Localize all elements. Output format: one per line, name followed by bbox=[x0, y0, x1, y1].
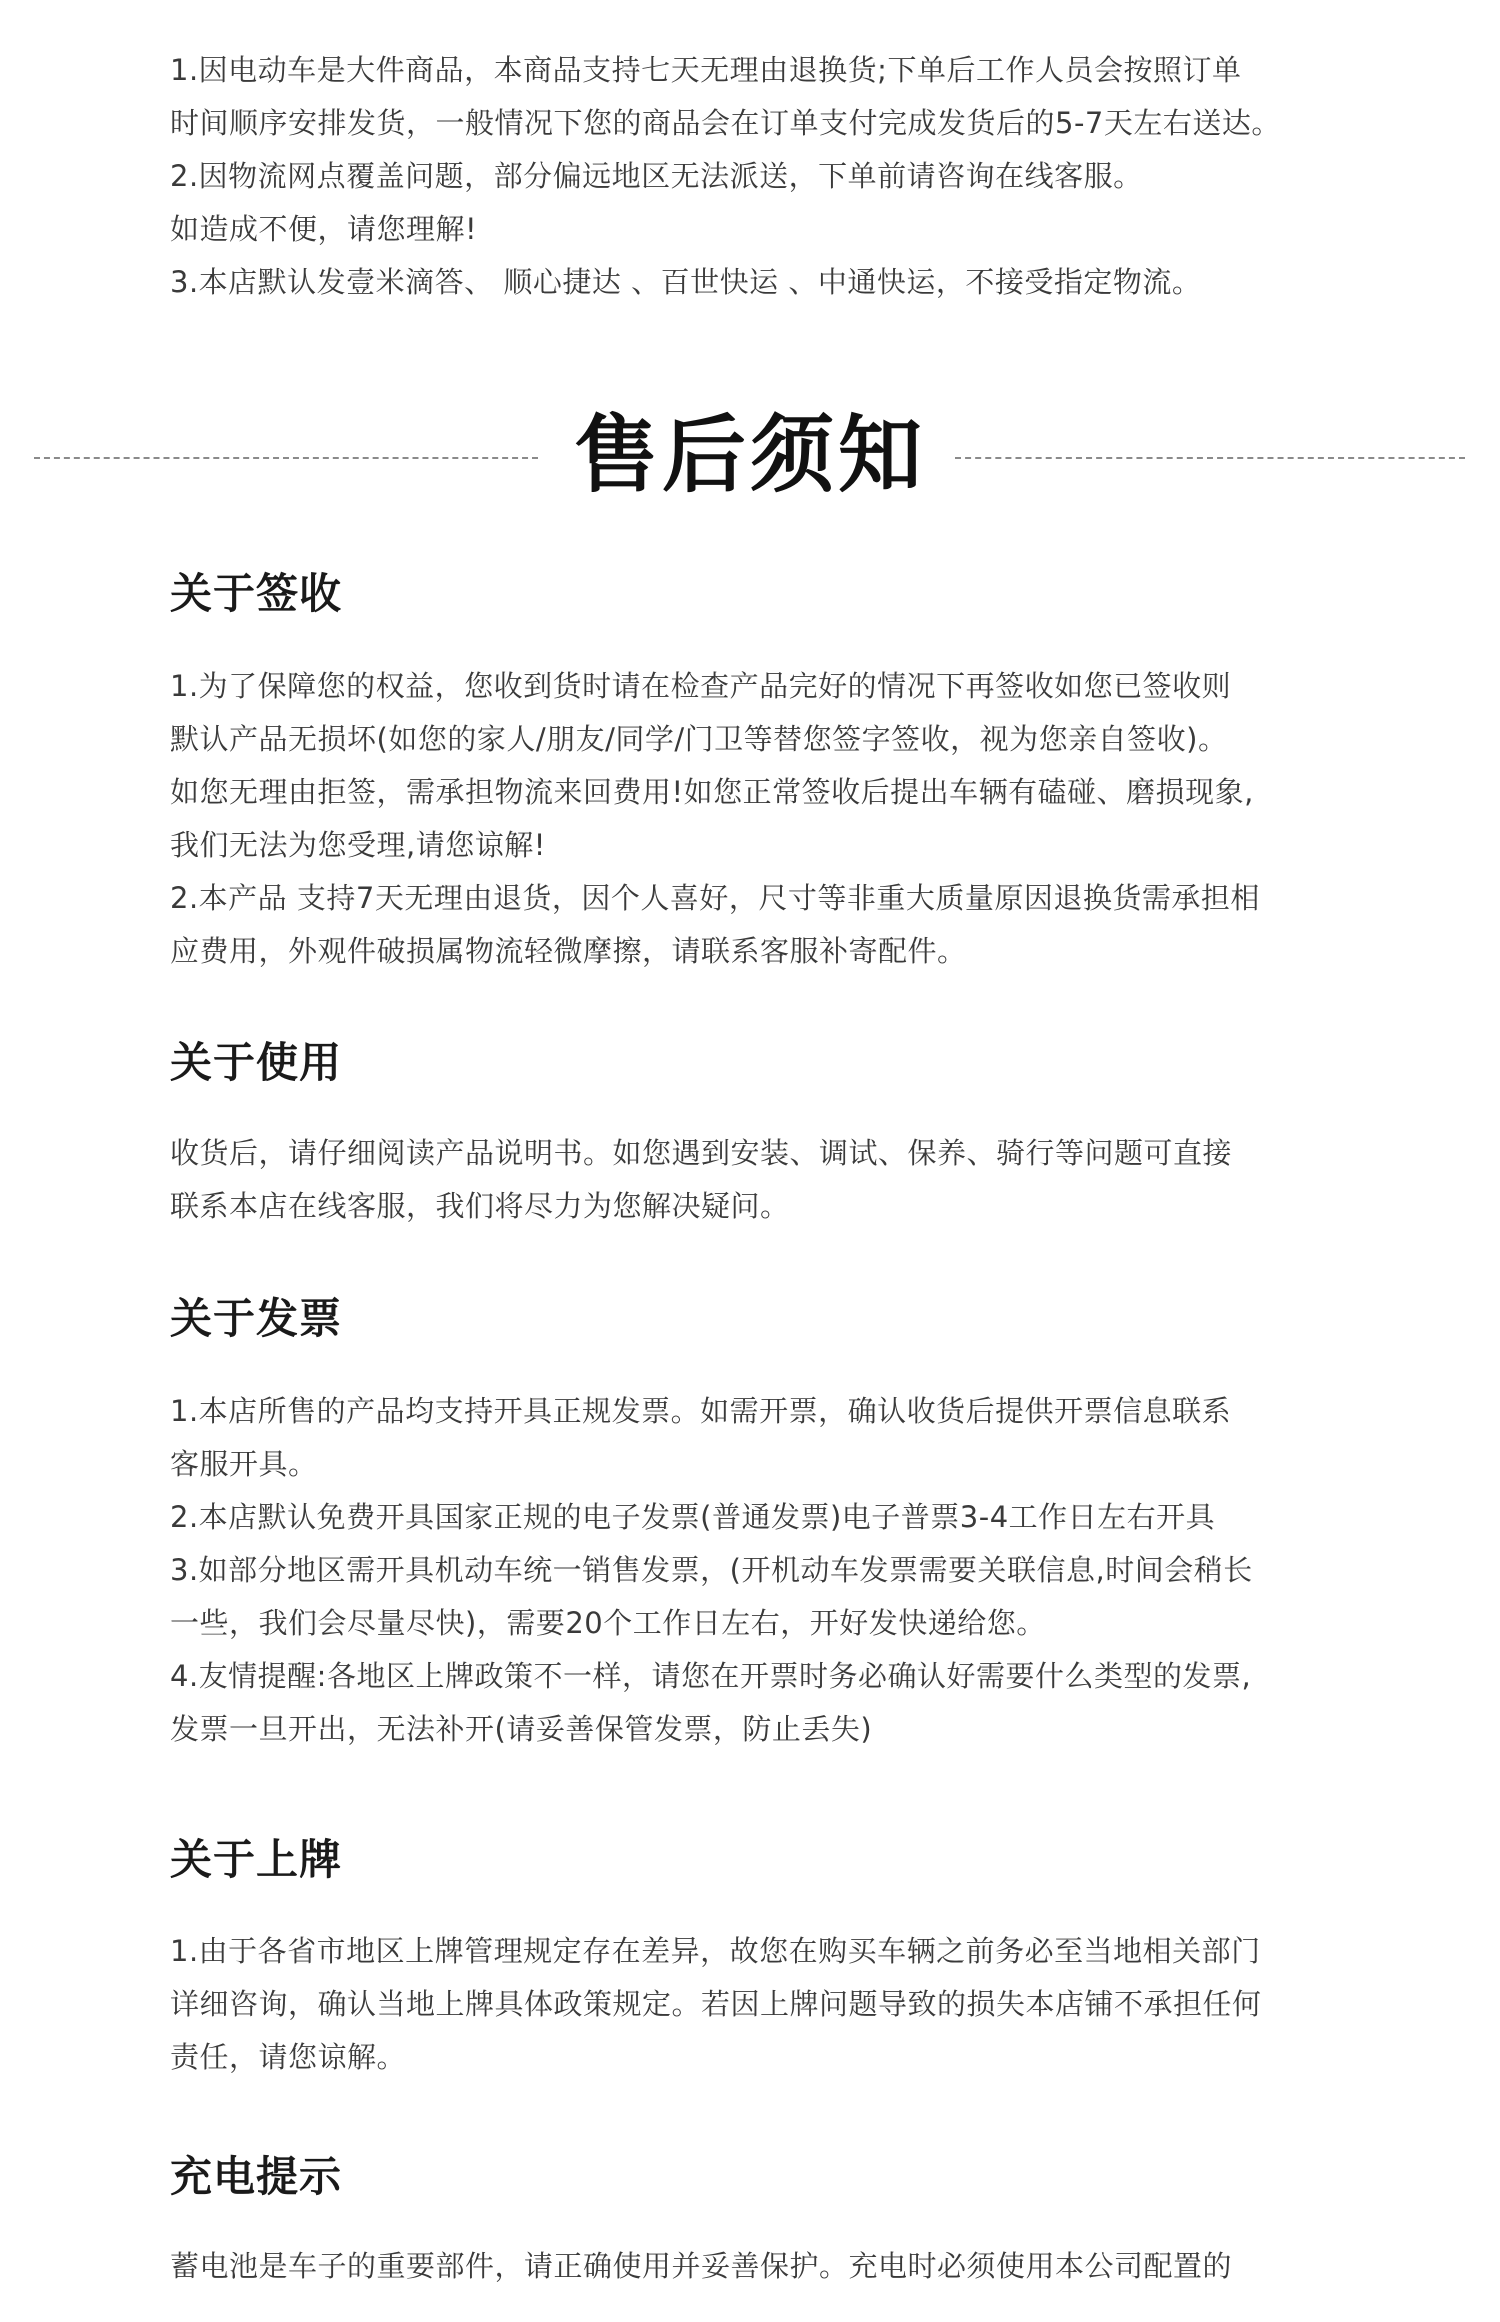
paragraph-line: 收货后，请仔细阅读产品说明书。如您遇到安装、调试、保养、骑行等问题可直接 bbox=[170, 1136, 1233, 1170]
paragraph-line: 2.本产品 支持7天无理由退货，因个人喜好，尺寸等非重大质量原因退换货需承担相 bbox=[170, 881, 1260, 915]
section-heading-usage: 关于使用 bbox=[170, 1038, 343, 1087]
paragraph-line: 2.本店默认免费开具国家正规的电子发票(普通发票)电子普票3-4工作日左右开具 bbox=[170, 1500, 1216, 1534]
paragraph-line: 如您无理由拒签，需承担物流来回费用!如您正常签收后提出车辆有磕碰、磨损现象, bbox=[170, 775, 1254, 809]
shipping-note-line: 3.本店默认发壹米滴答、 顺心捷达 、百世快运 、中通快运，不接受指定物流。 bbox=[170, 265, 1202, 299]
section-body-invoice bbox=[170, 1385, 1370, 1756]
section-body-charging bbox=[170, 2240, 1370, 2293]
paragraph-line: 4.友情提醒:各地区上牌政策不一样，请您在开票时务必确认好需要什么类型的发票, bbox=[170, 1659, 1252, 1693]
right-dashed-divider bbox=[955, 457, 1465, 459]
main-title-banner bbox=[0, 400, 1500, 510]
shipping-note-line: 1.因电动车是大件商品，本商品支持七天无理由退换货;下单后工作人员会按照订单 bbox=[170, 53, 1242, 87]
paragraph-line: 发票一旦开出，无法补开(请妥善保管发票，防止丢失) bbox=[170, 1712, 873, 1746]
paragraph-line: 蓄电池是车子的重要部件，请正确使用并妥善保护。充电时必须使用本公司配置的 bbox=[170, 2249, 1233, 2283]
section-heading-charging: 充电提示 bbox=[170, 2152, 343, 2201]
page-title: 售后须知 bbox=[573, 406, 926, 504]
paragraph-line: 详细咨询，确认当地上牌具体政策规定。若因上牌问题导致的损失本店铺不承担任何 bbox=[170, 1987, 1262, 2021]
shipping-note-line: 2.因物流网点覆盖问题，部分偏远地区无法派送，下单前请咨询在线客服。 bbox=[170, 159, 1143, 193]
section-heading-invoice: 关于发票 bbox=[170, 1294, 343, 1343]
paragraph-line: 3.如部分地区需开具机动车统一销售发票，(开机动车发票需要关联信息,时间会稍长 bbox=[170, 1553, 1253, 1587]
paragraph-line: 1.本店所售的产品均支持开具正规发票。如需开票，确认收货后提供开票信息联系 bbox=[170, 1394, 1232, 1428]
paragraph-line: 联系本店在线客服，我们将尽力为您解决疑问。 bbox=[170, 1189, 790, 1223]
section-heading-registration: 关于上牌 bbox=[170, 1835, 343, 1884]
shipping-notes bbox=[170, 44, 1370, 309]
section-body-registration bbox=[170, 1925, 1370, 2084]
shipping-note-line: 时间顺序安排发货，一般情况下您的商品会在订单支付完成发货后的5-7天左右送达。 bbox=[170, 106, 1281, 140]
paragraph-line: 应费用，外观件破损属物流轻微摩擦，请联系客服补寄配件。 bbox=[170, 934, 967, 968]
shipping-note-line: 如造成不便，请您理解! bbox=[170, 212, 478, 246]
paragraph-line: 默认产品无损坏(如您的家人/朋友/同学/门卫等替您签字签收，视为您亲自签收)。 bbox=[170, 722, 1228, 756]
paragraph-line: 一些，我们会尽量尽快)，需要20个工作日左右，开好发快递给您。 bbox=[170, 1606, 1046, 1640]
paragraph-line: 责任，请您谅解。 bbox=[170, 2040, 407, 2074]
section-heading-signing: 关于签收 bbox=[170, 569, 343, 618]
left-dashed-divider bbox=[34, 457, 538, 459]
paragraph-line: 1.由于各省市地区上牌管理规定存在差异，故您在购买车辆之前务必至当地相关部门 bbox=[170, 1934, 1261, 1968]
paragraph-line: 我们无法为您受理,请您谅解! bbox=[170, 828, 546, 862]
paragraph-line: 客服开具。 bbox=[170, 1447, 318, 1481]
section-body-signing bbox=[170, 660, 1370, 978]
paragraph-line: 1.为了保障您的权益，您收到货时请在检查产品完好的情况下再签收如您已签收则 bbox=[170, 669, 1232, 703]
section-body-usage bbox=[170, 1127, 1370, 1233]
